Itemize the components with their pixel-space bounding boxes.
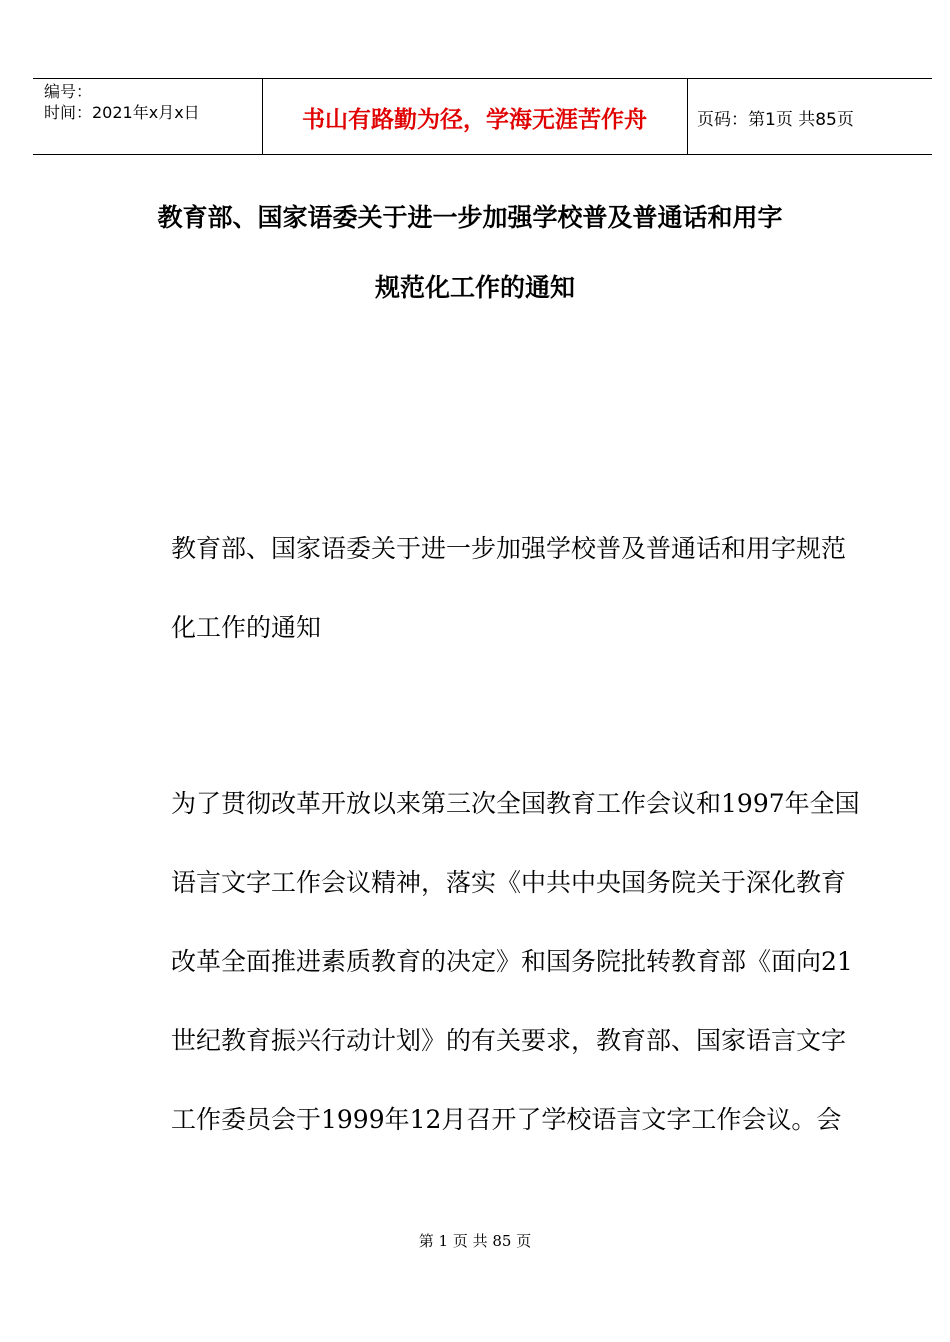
header-meta [44,81,200,123]
subtitle-line: 化工作的通知 [171,613,322,642]
body-line: 语言文字工作会议精神，落实《中共中央国务院关于深化教育 [171,868,847,897]
number-label: 编号： [44,82,93,101]
body-line: 工作委员会于1999年12月召开了学校语言文字工作会议。会 [171,1105,842,1134]
header-page-info: 页码：第1页 共85页 [697,109,854,130]
doc-title-line-2: 规范化工作的通知 [374,273,575,302]
page-footer: 第 1 页 共 85 页 [418,1232,532,1250]
document-header [33,78,932,155]
body-line: 为了贯彻改革开放以来第三次全国教育工作会议和1997年全国 [171,789,860,818]
body-paragraph [171,764,876,1159]
subtitle-line: 教育部、国家语委关于进一步加强学校普及普通话和用字规范 [171,534,847,563]
body-line: 改革全面推进素质教育的决定》和国务院批转教育部《面向21 [171,947,853,976]
body-line: 世纪教育振兴行动计划》的有关要求，教育部、国家语言文字 [171,1026,847,1055]
subtitle-paragraph [171,509,876,667]
doc-title-line-1: 教育部、国家语委关于进一步加强学校普及普通话和用字 [157,203,783,232]
date-label: 时间：2021年x月x日 [44,103,200,122]
header-divider [687,79,688,154]
header-motto: 书山有路勤为径，学海无涯苦作舟 [302,106,647,133]
